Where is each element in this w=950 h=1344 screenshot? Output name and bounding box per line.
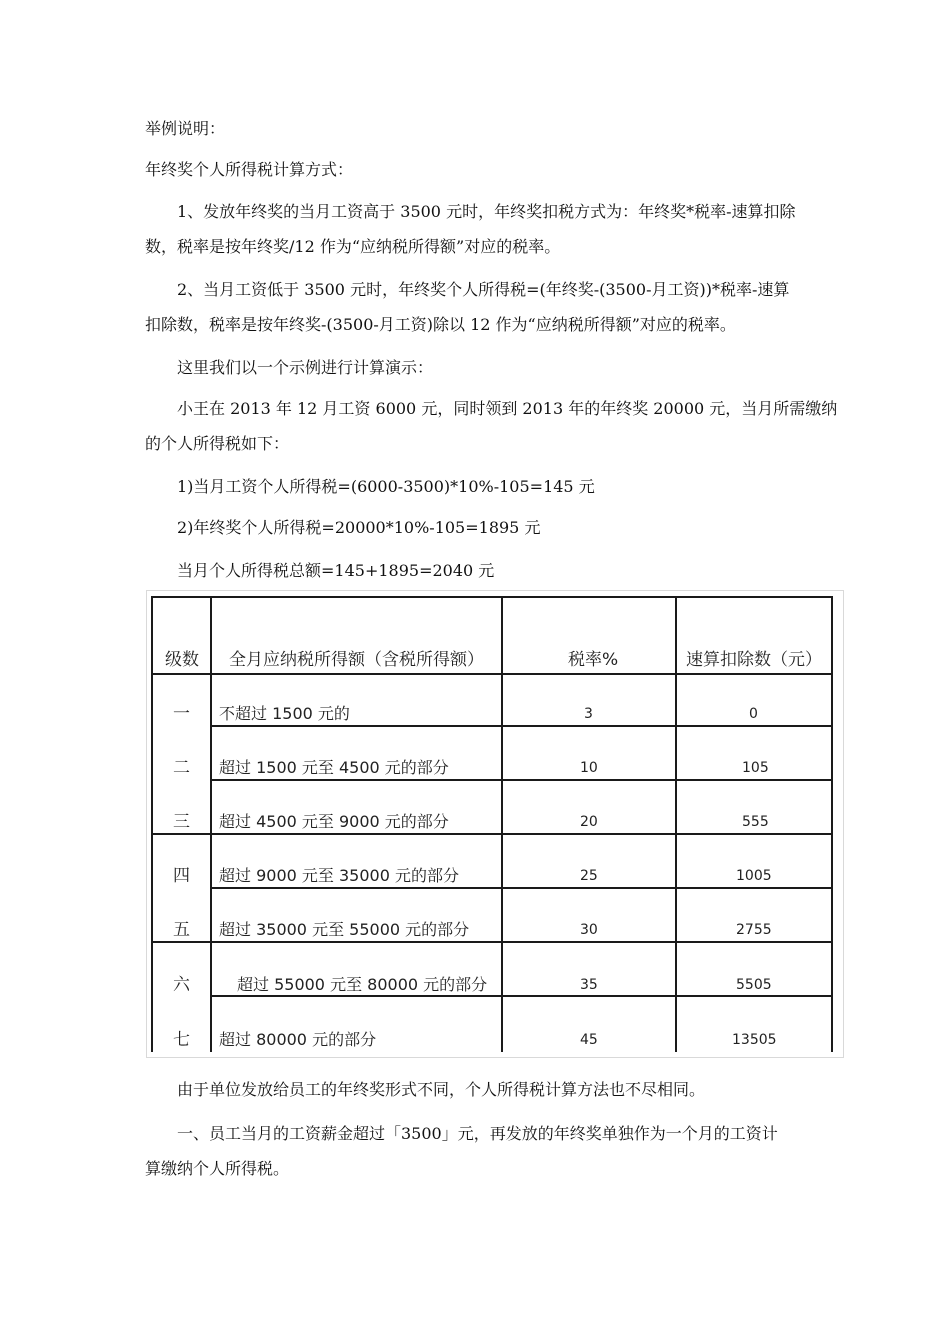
calc-bonus: 2)年终奖个人所得税=20000*10%-105=1895 元 [177,518,541,537]
row-grade: 四 [173,866,190,886]
header-deduction: 速算扣除数（元） [686,650,822,670]
row-range: 不超过 1500 元的 [219,704,350,723]
rule1-line2: 数，税率是按年终奖/12 作为“应纳税所得额”对应的税率。 [145,237,561,256]
row-grade: 六 [173,975,190,995]
row-rate: 25 [580,868,598,884]
row-rate: 35 [580,977,598,993]
table-rule [210,725,833,727]
row-deduction: 1005 [736,868,772,884]
table-rule [151,673,833,675]
table-rule [151,596,153,1052]
case1-line1: 一、员工当月的工资薪金超过「3500」元，再发放的年终奖单独作为一个月的工资计 [177,1124,778,1143]
heading-example: 举例说明： [145,119,226,138]
table-rule [210,779,833,781]
tax-rate-table [146,590,844,1058]
heading-method: 年终奖个人所得税计算方式： [145,160,354,179]
table-rule [210,596,212,1052]
case1-line2: 算缴纳个人所得税。 [145,1159,290,1178]
rule2-line2: 扣除数，税率是按年终奖-(3500-月工资)除以 12 作为“应纳税所得额”对应的税率。 [145,315,736,334]
table-rule [501,596,503,1052]
row-rate: 30 [580,922,598,938]
row-rate: 3 [584,706,593,722]
example-line1: 小王在 2013 年 12 月工资 6000 元，同时领到 2013 年的年终奖 20000 元，当月所需缴纳 [177,399,838,418]
row-grade: 七 [173,1030,190,1050]
row-rate: 45 [580,1032,598,1048]
row-deduction: 5505 [736,977,772,993]
row-range: 超过 35000 元至 55000 元的部分 [219,920,470,939]
row-rate: 10 [580,760,598,776]
table-rule [210,887,833,889]
table-rule [151,941,833,943]
note-difference: 由于单位发放给员工的年终奖形式不同，个人所得税计算方法也不尽相同。 [177,1080,706,1099]
header-range: 全月应纳税所得额（含税所得额） [229,650,484,670]
row-deduction: 13505 [732,1032,777,1048]
table-rule [831,596,833,1052]
calc-total: 当月个人所得税总额=145+1895=2040 元 [177,561,495,580]
row-deduction: 0 [749,706,758,722]
rule2-line1: 2、当月工资低于 3500 元时，年终奖个人所得税=(年终奖-(3500-月工资))*税率-速算 [177,280,790,299]
row-deduction: 555 [742,814,769,830]
example-line2: 的个人所得税如下： [145,434,290,453]
row-range: 超过 4500 元至 9000 元的部分 [219,812,449,831]
row-grade: 三 [173,812,190,832]
row-grade: 五 [173,920,190,940]
table-rule [151,833,833,835]
header-rate: 税率% [568,650,619,670]
row-grade: 一 [173,704,190,724]
row-range: 超过 9000 元至 35000 元的部分 [219,866,459,885]
row-deduction: 2755 [736,922,772,938]
row-rate: 20 [580,814,598,830]
row-grade: 二 [173,758,190,778]
demo-intro: 这里我们以一个示例进行计算演示： [177,358,434,377]
table-rule [151,596,833,598]
row-deduction: 105 [742,760,769,776]
header-grade: 级数 [165,650,199,670]
calc-monthly: 1)当月工资个人所得税=(6000-3500)*10%-105=145 元 [177,477,595,496]
table-rule [675,596,677,1052]
row-range: 超过 1500 元至 4500 元的部分 [219,758,449,777]
row-range: 超过 80000 元的部分 [219,1030,377,1049]
rule1-line1: 1、发放年终奖的当月工资高于 3500 元时，年终奖扣税方式为：年终奖*税率-速算扣除 [177,202,796,221]
row-range: 超过 55000 元至 80000 元的部分 [237,975,488,994]
